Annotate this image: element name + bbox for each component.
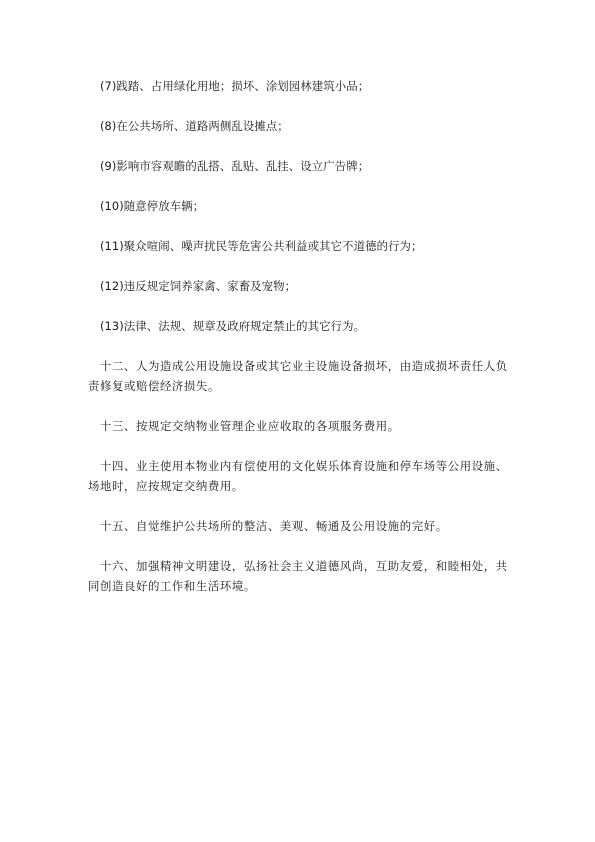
paragraph-12: 十二、人为造成公用设施设备或其它业主设施设备损坏，由造成损坏责任人负责修复或赔偿经济损失。 [88,359,508,393]
list-item-9: (9)影响市容观瞻的乱搭、乱贴、乱挂、设立广告牌； [100,159,370,173]
list-item-11: (11)聚众喧闹、噪声扰民等危害公共利益或其它不道德的行为； [100,239,423,253]
list-item-13: (13)法律、法规、规章及政府规定禁止的其它行为。 [100,319,366,333]
list-item-12: (12)违反规定饲养家禽、家畜及宠物； [100,279,297,293]
paragraph-13: 十三、按规定交纳物业管理企业应收取的各项服务费用。 [100,419,400,433]
document-body [88,76,508,616]
paragraph-14: 十四、业主使用本物业内有偿使用的文化娱乐体育设施和停车场等公用设施、场地时，应按规定交纳费用。 [88,459,508,493]
list-item-8: (8)在公共场所、道路两侧乱设摊点； [100,119,289,133]
paragraph-15: 十五、自觉维护公共场所的整洁、美观、畅通及公用设施的完好。 [100,519,448,533]
paragraph-16: 十六、加强精神文明建设，弘扬社会主义道德风尚，互助友爱，和睦相处，共同创造良好的工作和生活环境。 [88,559,508,593]
list-item-10: (10)随意停放车辆； [100,199,205,213]
list-item-7: (7)践踏、占用绿化用地；损坏、涂划园林建筑小品； [100,79,370,93]
